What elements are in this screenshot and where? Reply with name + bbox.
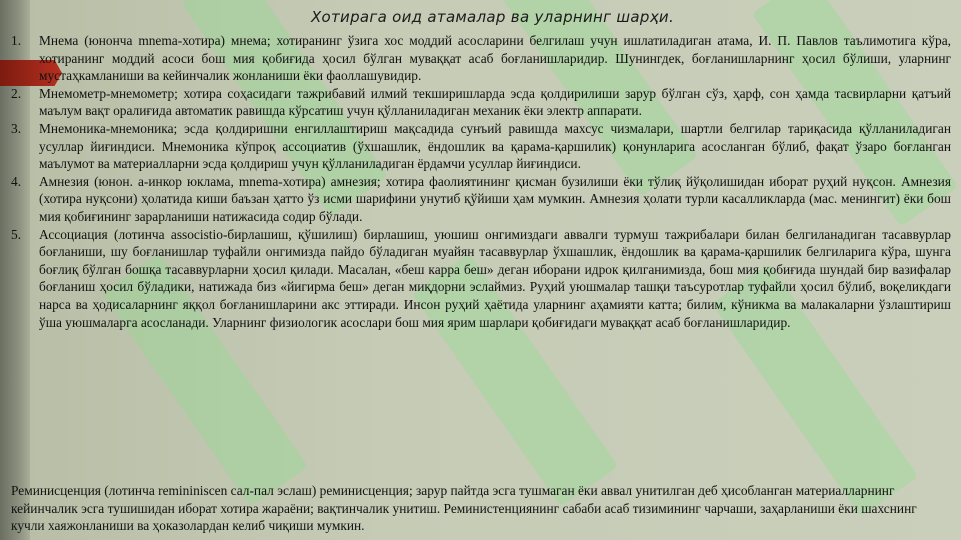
item-number: 4. [11, 173, 22, 189]
term-list [11, 32, 951, 331]
list-item [11, 32, 951, 85]
item-text: Мнемоника-мнемоника; эсда қолдиришни енгиллаштириш мақсадида сунъий равишда махсус чизмалари, шартли белгилар тариқасида қўлланиладиган усуллар йиғиндиси. Мнемоника кўпроқ ассоциатив (ўхшашлик, ёндошлик ва қарама-қаршилик) қонунларига асосланган бўлиб, фақат ўзаро боғланган маълумот ва материалларни эсда қолдириш учун қўлланиладиган ёрдамчи усуллар йиғиндиси. [39, 120, 951, 172]
list-item [11, 85, 951, 120]
list-item [11, 120, 951, 173]
item-number: 2. [11, 85, 22, 101]
slide-title: Хотирага оид атамалар ва уларнинг шарҳи. [310, 8, 675, 26]
item-text: Мнема (юнонча mnema-хотира) мнема; хотиранинг ўзига хос моддий асосларини белгилаш учун ишлатиладиган атама, И. П. Павлов таълимотига кўра, хотиранинг моддий асоси бош мия қобиғида ҳосил бўлган муваққат асаб боғланишларидир. Шунингдек, боғланишларнинг ҳосил бўлиши, уларнинг мустаҳкамланиши ва кейинчалик жонланиши ёки фаоллашувидир. [39, 33, 951, 84]
item-number: 1. [11, 33, 22, 48]
item-number: 3. [11, 120, 22, 136]
reminiscence-paragraph: Реминисценция (лотинча remininiscen сал-пал эслаш) реминисценция; зарур пайтда эсга тушмаган ёки аввал унитилган деб ҳисобланган материалларнинг кейинчалик эсга тушишидан иборат хотира жараёни; вақтинчалик унитиш. Реминистенциянинг сабаби асаб тизимининг чарчаши, заҳарланиши ёки шахснинг кучли хаяжонланиши ва ҳоказолардан келиб чиқиши мумкин. [11, 483, 917, 534]
item-number: 5. [11, 226, 22, 242]
item-text: Ассоциация (лотинча associstio-бирлашиш, қўшилиш) бирлашиш, уюшиш онгимиздаги аввалги турмуш тажрибалари билан белгиланадиган тасаввурлар боғланиши, шу боғланишлар туфайли онгимизда пайдо бўладиган муайян тасаввурлар ўхшашлик, ёндошлик ва қарама-қаршилик белгиларига кўра, шунга боғлиқ бўлган бошқа тасаввурларни ҳосил қилади. Масалан, «беш карра беш» деган иборани идрок қилганимизда, бош мия қобиғида шундай бир вазифалар боғланиш ҳосил бўладики, натижада биз «йигирма беш» деган миқдорни эслаймиз. Руҳий уюшмалар ташқи таъсуротлар туфайли ҳосил бўлиб, воқеликдаги нарса ва ҳодисаларнинг яққол боғланишларини акс эттиради. Инсон руҳий ҳаётида уларнинг аҳамияти катта; билим, кўникма ва малакаларни ўзлаштириш ўша уюшмаларга асосланади. Уларнинг физиологик асослари бош мия ярим шарлари қобиғидаги муваққат асаб боғланишларидир. [39, 226, 951, 330]
item-text: Мнемометр-мнемометр; хотира соҳасидаги тажрибавий илмий текширишларда эсда қолдирилиши зарур бўлган сўз, ҳарф, сон ҳамда тасвирларни қатъий маълум вақт оралиғида автоматик равишда кўрсатиш учун қўлланиладиган механик ёки электр аппарати. [39, 85, 951, 119]
list-item [11, 173, 951, 226]
list-item [11, 226, 951, 332]
item-text: Амнезия (юнон. а-инкор юклама, mnema-хотира) амнезия; хотира фаолиятининг қисман бузилиши ёки тўлиқ йўқолишидан иборат руҳий нуқсон. Амнезия (хотира нуқсони) ҳолатида киши баъзан ҳатто ўз исми шарифини унутиб қўйиши ҳам мумкин. Амнезия ҳолати турли касалликларда (мас. менингит) ёки бош мия қобиғининг зарарланиши натижасида содир бўлади. [39, 173, 951, 224]
